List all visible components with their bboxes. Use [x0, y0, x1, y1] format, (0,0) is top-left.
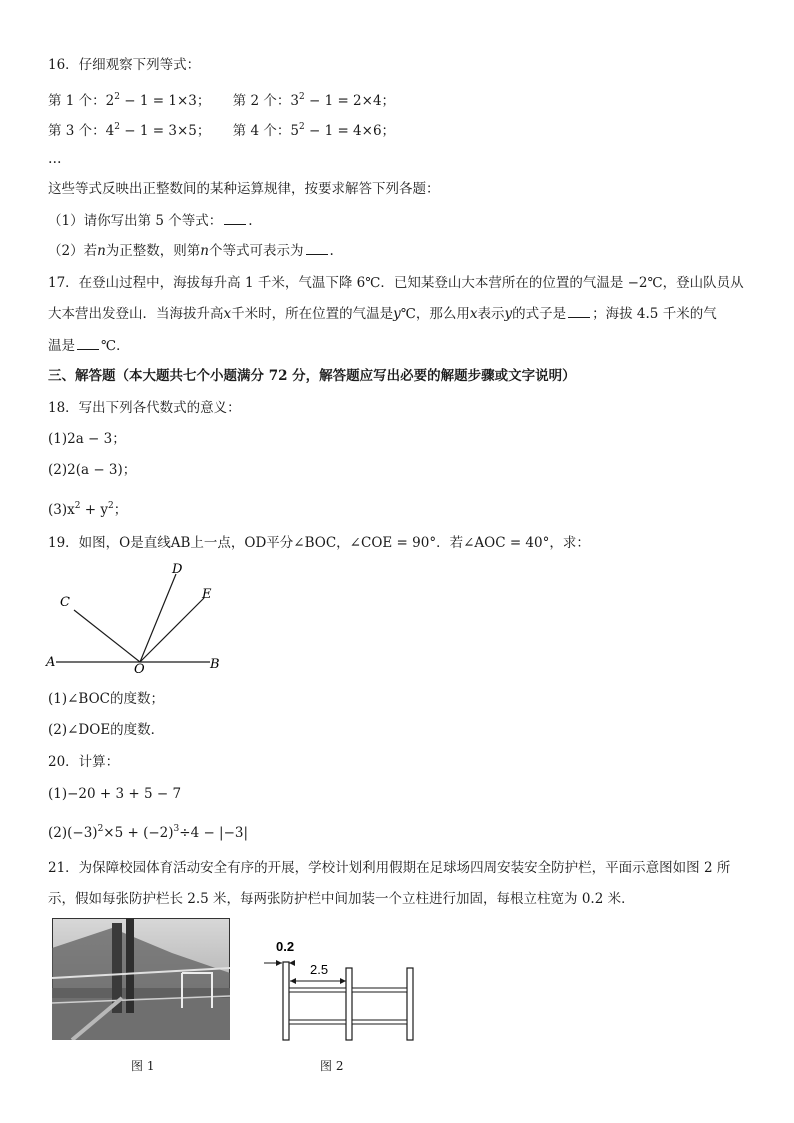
q19-item2: (2)∠DOE的度数． [48, 722, 165, 738]
fence-diagram [262, 936, 422, 1042]
answer-blank [77, 337, 99, 350]
fence-photo [52, 918, 230, 1040]
rail-bottom-1 [289, 1020, 346, 1024]
q20-title: 20．计算： [48, 754, 120, 770]
ray-oc [74, 610, 140, 662]
angle-figure [44, 560, 234, 675]
post-2 [346, 968, 352, 1040]
q18-title: 18．写出下列各代数式的意义： [48, 400, 241, 416]
width-post-label: 0.2 [276, 939, 295, 954]
q18-item3: $(3)x^2 + y^2$； [48, 501, 128, 518]
q16-part1: （1）请你写出第 5 个等式： . [48, 213, 253, 229]
q16-title: 16．仔细观察下列等式： [48, 57, 201, 73]
q18-item2: (2)2(a − 3)； [48, 462, 137, 478]
post-3 [407, 968, 413, 1040]
q19-item1: (1)∠BOC的度数； [48, 691, 165, 707]
ray-oe [140, 598, 204, 662]
q16-part2: （2）若n为正整数，则第n个等式可表示为 . [48, 243, 334, 259]
q21-line1: 21．为保障校园体育活动安全有序的开展，学校计划利用假期在足球场四周安装安全防护栏，平面示意图如图 2 所 [48, 860, 731, 876]
answer-blank [306, 242, 328, 255]
label-c: C [60, 595, 70, 610]
width-panel-label: 2.5 [310, 962, 329, 977]
q16-row2: 第 3 个：$4^2 - 1 = 3\times 5$； 第 4 个：$5^2 - 1 = 4\times 6$； [48, 122, 396, 139]
caption-figure2: 图 2 [320, 1059, 344, 1073]
section-heading: 三、解答题（本大题共七个小题满分 72 分，解答题应写出必要的解题步骤或文字说明） [48, 368, 576, 384]
q17-line3: 温是 ℃． [48, 338, 130, 354]
caption-figure1: 图 1 [131, 1059, 155, 1073]
answer-blank [224, 212, 246, 225]
q20-item1: (1)−20 + 3 + 5 − 7 [48, 786, 182, 802]
q17-line2: 大本营出发登山．当海拔升高x千米时，所在位置的气温是y℃，那么用x表示y的式子是 ；海拔 4.5 千米的气 [48, 306, 717, 322]
q16-row1: 第 1 个：$2^2 - 1 = 1\times 3$； 第 2 个：$3^2 - 1 = 2\times 4$； [48, 92, 396, 109]
label-a: A [46, 655, 56, 670]
rail-top-2 [352, 988, 407, 992]
q16-intro: 这些等式反映出正整数间的某种运算规律，按要求解答下列各题： [48, 181, 440, 197]
rail-top-1 [289, 988, 346, 992]
rail-bottom-2 [352, 1020, 407, 1024]
post-1 [283, 962, 289, 1040]
label-e: E [202, 587, 212, 602]
label-d: D [172, 562, 183, 577]
q17-line1: 17．在登山过程中，海拔每升高 1 千米，气温下降 6℃．已知某登山大本营所在的位置的气温是 −2℃，登山队员从 [48, 275, 744, 291]
q18-item1: (1)2a − 3； [48, 431, 126, 447]
q16-ellipsis: … [48, 151, 62, 167]
q21-line2: 示，假如每张防护栏长 2.5 米，每两张防护栏中间加装一个立柱进行加固，每根立柱宽为 0.2 米． [48, 891, 635, 907]
ray-od [140, 574, 176, 662]
label-b: B [210, 657, 220, 672]
q19-title: 19．如图，O是直线AB上一点，OD平分∠BOC，∠COE = 90°．若∠AOC = 40°，求： [48, 535, 590, 551]
q20-item2: $(2)(-3)^2\times 5 + (-2)^3\div 4 - |-3|$ [48, 824, 249, 841]
answer-blank [568, 305, 590, 318]
label-o: O [134, 662, 145, 675]
